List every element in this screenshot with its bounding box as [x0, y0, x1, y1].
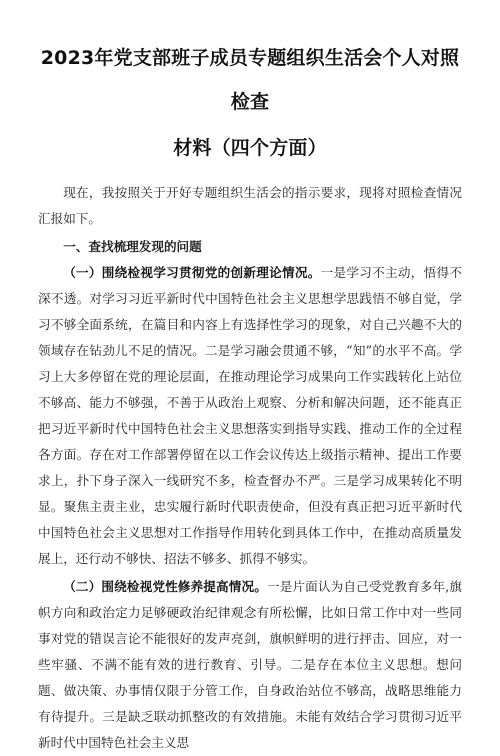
paragraph-sub2	[38, 574, 462, 756]
document-title	[38, 0, 462, 170]
sub-heading-1: （一）围绕检视学习贯彻党的创新理论情况。	[63, 265, 321, 280]
intro-paragraph: 现在，我按照关于开好专题组织生活会的指示要求，现将对照检查情况汇报如下。	[38, 185, 462, 226]
paragraph-sub1	[38, 260, 462, 572]
title-line-1: 2023年党支部班子成员专题组织生活会个人对照检查	[40, 47, 460, 113]
sub1-body: 一是学习不主动，悟得不深不透。对学习习近平新时代中国特色社会主义思想学思践悟不够自觉，学习不够全面系统，在篇目和内容上有选择性学习的现象，对自己兴趣不大的领域存在钻劲儿不足的情况。二是学习融会贯通不够，“知”的水平不高。学习上大多停留在党的理论层面，在推动理论学习成果向工作实践转化上站位不够高、能力不够强，不善于从政治上观察、分析和解决问题，还不能真正把习近平新时代中国特色社会主义思想落实到指导实践、推动工作的全过程各方面。存在对工作部署停留在以工作会议传达上级指示精神、提出工作要求上，扑下身子深入一线研究不多，检查督办不严。三是学习成果转化不明显。聚焦主责主业，忠实履行新时代职责使命，但没有真正把习近平新时代中国特色社会主义思想对工作指导作用转化到具体工作中，在推动高质量发展上，还行动不够快、招法不够多、抓得不够实。	[38, 265, 463, 566]
section-heading-1: 一、查找梳理发现的问题	[63, 239, 202, 254]
sub2-body: 一是片面认为自己受党教育多年,旗帜方向和政治定力足够硬政治纪律观念有所松懈，比如日常工作中对一些同事对党的错误言论不能很好的发声亮剑，旗帜鲜明的进行抨击、回应，对一些牢骚、不满不能有效的进行教育、引导。二是存在本位主义思想。想问题、做决策、办事情仅限于分管工作，自身政治站位不够高，战略思维能力有待提升。三是缺乏联动抓整改的有效措施。未能有效结合学习贯彻习近平新时代中国特色社会主义思	[38, 579, 463, 750]
document-body	[38, 180, 462, 756]
title-line-2: 材料（四个方面）	[173, 137, 327, 159]
sub-heading-2: （二）围绕检视党性修养提高情况。	[63, 579, 267, 594]
